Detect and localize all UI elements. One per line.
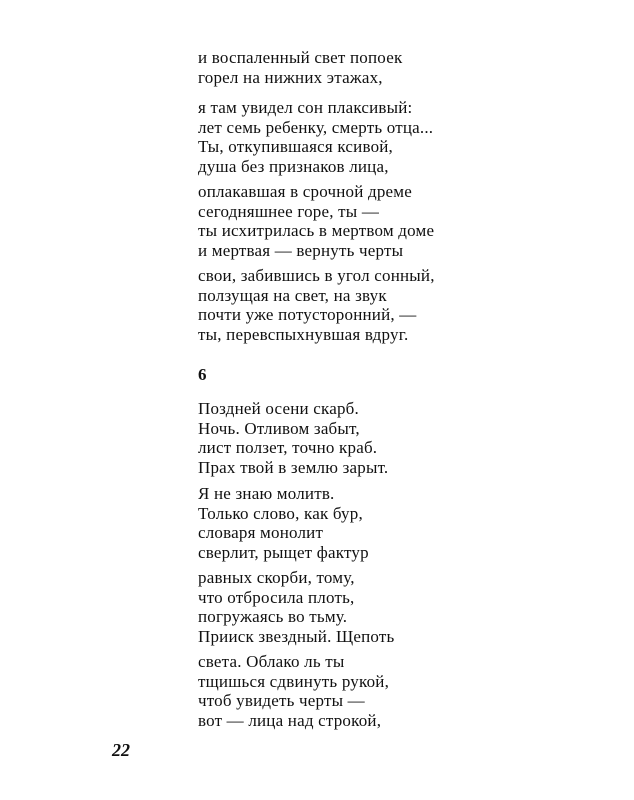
poem-line: я там увидел сон плаксивый:: [198, 98, 413, 117]
poem-line: ползущая на свет, на звук: [198, 285, 387, 305]
poem-line: лист ползет, точно краб.: [198, 438, 378, 457]
stanza: [198, 266, 598, 344]
poem-line: что отбросила плоть,: [198, 587, 355, 607]
poem-line: свои, забившись в угол сонный,: [198, 266, 435, 285]
poem-line: душа без признаков лица,: [198, 156, 389, 176]
stanza: [198, 484, 598, 562]
poem-line: вот — лица над строкой,: [198, 710, 382, 730]
poem-line: света. Облако ль ты: [198, 652, 345, 671]
poem-line: почти уже потусторонний, —: [198, 305, 417, 324]
stanza: [198, 48, 598, 87]
poem-line: Только слово, как бур,: [198, 503, 363, 523]
poem-line: лет семь ребенку, смерть отца...: [198, 117, 434, 137]
poem-line: сегодняшнее горе, ты —: [198, 201, 380, 221]
poem-line: Ночь. Отливом забыт,: [198, 418, 360, 438]
poem-line: Прах твой в землю зарыт.: [198, 457, 389, 477]
section-number: 6: [198, 365, 207, 384]
poem-line: и воспаленный свет попоек: [198, 48, 403, 67]
poem-line: Я не знаю молитв.: [198, 484, 335, 503]
poem-line: Прииск звездный. Щепоть: [198, 626, 395, 646]
poem-line: сверлит, рыщет фактур: [198, 542, 369, 562]
stanza: [198, 98, 598, 176]
poem-line: Ты, откупившаяся ксивой,: [198, 137, 394, 156]
poem-line: и мертвая — вернуть черты: [198, 240, 404, 260]
poem-line: тщишься сдвинуть рукой,: [198, 671, 390, 691]
poem-line: ты исхитрилась в мертвом доме: [198, 221, 435, 240]
poem-line: равных скорби, тому,: [198, 568, 355, 587]
poem-line: чтоб увидеть черты —: [198, 691, 365, 710]
poem-line: ты, перевспыхнувшая вдруг.: [198, 324, 409, 344]
poem-line: погружаясь во тьму.: [198, 607, 348, 626]
poem-line: Поздней осени скарб.: [198, 399, 359, 418]
stanza: [198, 399, 598, 477]
poem-line: словаря монолит: [198, 523, 324, 542]
stanza: [198, 652, 598, 730]
stanza: [198, 182, 598, 260]
page-number: 22: [112, 740, 130, 760]
poem-line: горел на нижних этажах,: [198, 67, 383, 87]
stanza: [198, 568, 598, 646]
poem-line: оплакавшая в срочной дреме: [198, 182, 412, 201]
